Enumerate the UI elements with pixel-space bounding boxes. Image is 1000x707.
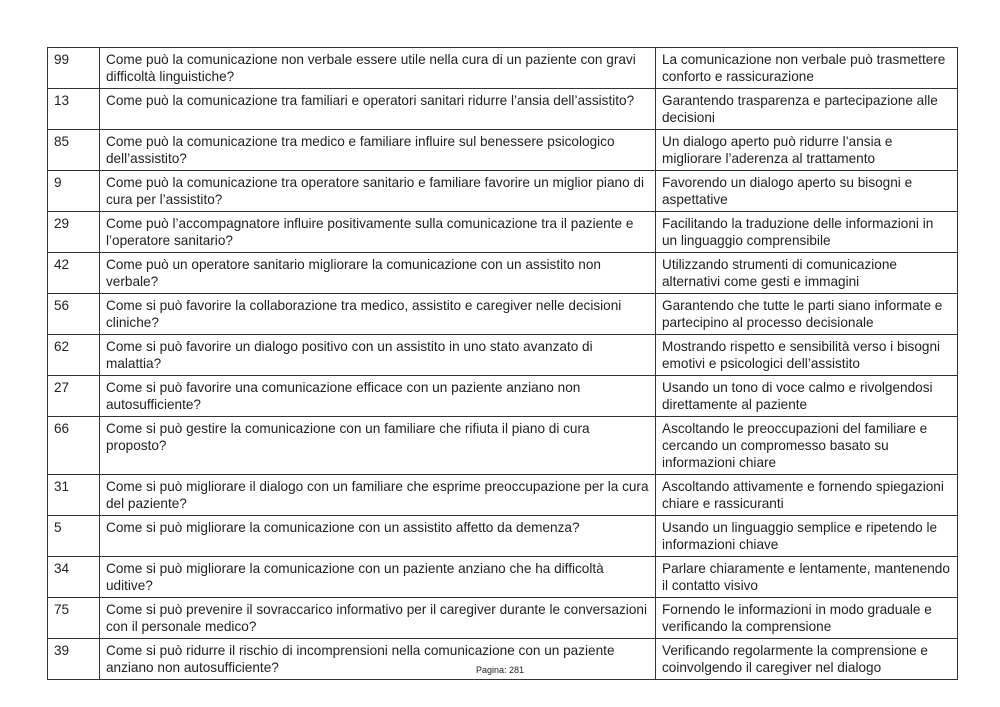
row-number: 56 (48, 294, 100, 335)
question-cell: Come può la comunicazione tra familiari e operatori sanitari ridurre l’ansia dell’assistito? (100, 89, 656, 130)
row-number: 85 (48, 130, 100, 171)
row-number: 99 (48, 48, 100, 89)
row-number: 31 (48, 475, 100, 516)
question-cell: Come può la comunicazione tra medico e familiare influire sul benessere psicologico dell’assistito? (100, 130, 656, 171)
question-cell: Come si può favorire una comunicazione efficace con un paziente anziano non autosufficiente? (100, 376, 656, 417)
row-number: 39 (48, 639, 100, 680)
row-number: 62 (48, 335, 100, 376)
table-row (48, 89, 958, 130)
answer-cell: La comunicazione non verbale può trasmettere conforto e rassicurazione (656, 48, 958, 89)
question-cell: Come si può favorire un dialogo positivo con un assistito in uno stato avanzato di malattia? (100, 335, 656, 376)
table-row (48, 475, 958, 516)
row-number: 75 (48, 598, 100, 639)
table-row (48, 557, 958, 598)
row-number: 27 (48, 376, 100, 417)
answer-cell: Mostrando rispetto e sensibilità verso i bisogni emotivi e psicologici dell’assistito (656, 335, 958, 376)
row-number: 13 (48, 89, 100, 130)
qa-table (47, 47, 958, 680)
question-cell: Come si può migliorare la comunicazione con un assistito affetto da demenza? (100, 516, 656, 557)
table-row (48, 171, 958, 212)
answer-cell: Parlare chiaramente e lentamente, mantenendo il contatto visivo (656, 557, 958, 598)
question-cell: Come si può prevenire il sovraccarico informativo per il caregiver durante le conversazioni con il personale medico? (100, 598, 656, 639)
question-cell: Come si può gestire la comunicazione con un familiare che rifiuta il piano di cura proposto? (100, 417, 656, 475)
table-row (48, 48, 958, 89)
table-row (48, 516, 958, 557)
answer-cell: Facilitando la traduzione delle informazioni in un linguaggio comprensibile (656, 212, 958, 253)
question-cell: Come si può migliorare il dialogo con un familiare che esprime preoccupazione per la cura del paziente? (100, 475, 656, 516)
qa-table-body (48, 48, 958, 680)
table-row (48, 294, 958, 335)
table-row (48, 212, 958, 253)
row-number: 5 (48, 516, 100, 557)
table-row (48, 335, 958, 376)
question-cell: Come può la comunicazione non verbale essere utile nella cura di un paziente con gravi difficoltà linguistiche? (100, 48, 656, 89)
row-number: 29 (48, 212, 100, 253)
row-number: 42 (48, 253, 100, 294)
table-row (48, 417, 958, 475)
table-row (48, 376, 958, 417)
question-cell: Come può l’accompagnatore influire positivamente sulla comunicazione tra il paziente e l’operatore sanitario? (100, 212, 656, 253)
table-row (48, 253, 958, 294)
answer-cell: Ascoltando le preoccupazioni del familiare e cercando un compromesso basato su informazioni chiare (656, 417, 958, 475)
row-number: 9 (48, 171, 100, 212)
question-cell: Come può un operatore sanitario migliorare la comunicazione con un assistito non verbale? (100, 253, 656, 294)
table-row (48, 130, 958, 171)
answer-cell: Usando un tono di voce calmo e rivolgendosi direttamente al paziente (656, 376, 958, 417)
row-number: 34 (48, 557, 100, 598)
answer-cell: Garantendo che tutte le parti siano informate e partecipino al processo decisionale (656, 294, 958, 335)
question-cell: Come può la comunicazione tra operatore sanitario e familiare favorire un miglior piano di cura per l’assistito? (100, 171, 656, 212)
answer-cell: Favorendo un dialogo aperto su bisogni e aspettative (656, 171, 958, 212)
answer-cell: Fornendo le informazioni in modo graduale e verificando la comprensione (656, 598, 958, 639)
answer-cell: Ascoltando attivamente e fornendo spiegazioni chiare e rassicuranti (656, 475, 958, 516)
answer-cell: Utilizzando strumenti di comunicazione alternativi come gesti e immagini (656, 253, 958, 294)
table-row (48, 598, 958, 639)
answer-cell: Usando un linguaggio semplice e ripetendo le informazioni chiave (656, 516, 958, 557)
question-cell: Come si può favorire la collaborazione tra medico, assistito e caregiver nelle decisioni cliniche? (100, 294, 656, 335)
answer-cell: Garantendo trasparenza e partecipazione alle decisioni (656, 89, 958, 130)
row-number: 66 (48, 417, 100, 475)
question-cell: Come si può migliorare la comunicazione con un paziente anziano che ha difficoltà uditive? (100, 557, 656, 598)
question-cell: Come si può ridurre il rischio di incomprensioni nella comunicazione con un paziente anziano non autosufficiente? (100, 639, 656, 680)
page-number: Pagina: 281 (475, 665, 525, 675)
answer-cell: Un dialogo aperto può ridurre l’ansia e migliorare l’aderenza al trattamento (656, 130, 958, 171)
answer-cell: Verificando regolarmente la comprensione e coinvolgendo il caregiver nel dialogo (656, 639, 958, 680)
